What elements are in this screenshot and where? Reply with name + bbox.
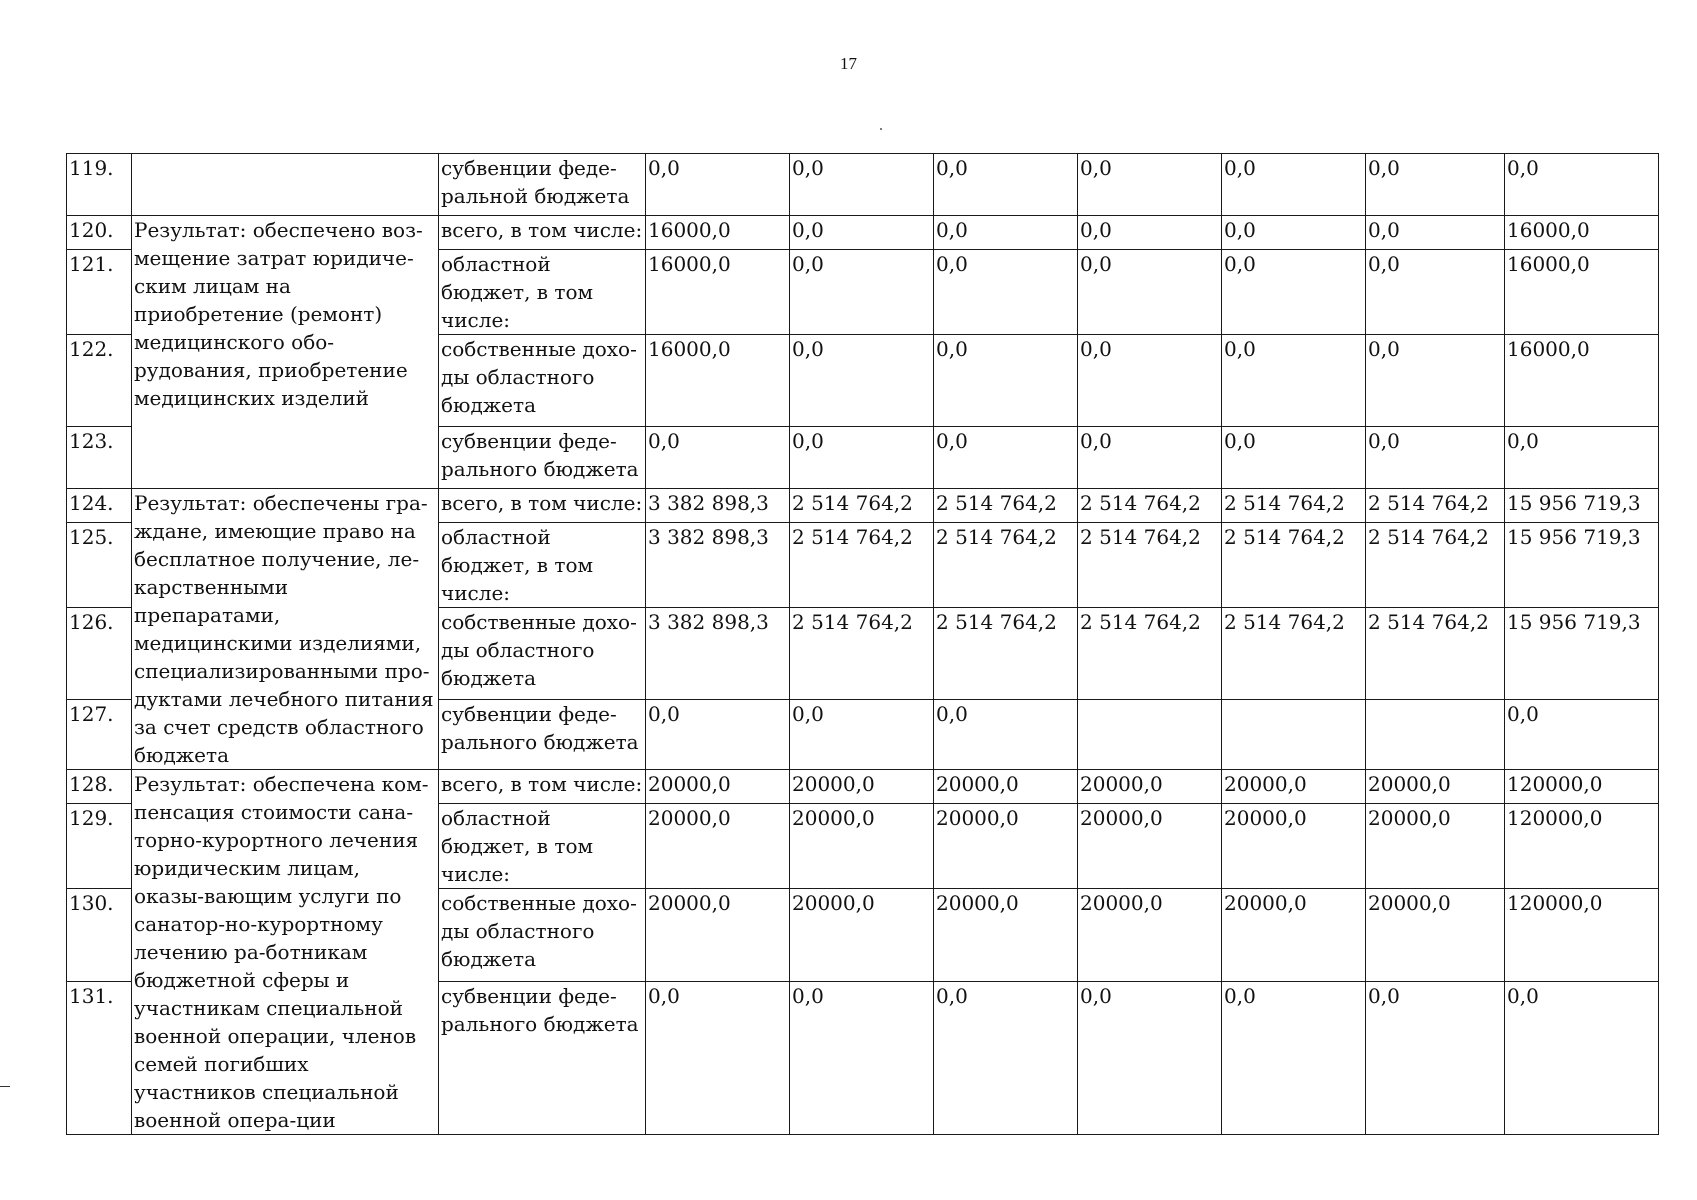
year-value-cell	[1222, 700, 1366, 770]
funding-source: субвенции феде-рального бюджета	[439, 427, 646, 489]
year-value-cell: 0,0	[790, 250, 934, 335]
year-value-cell: 20000,0	[1222, 804, 1366, 889]
table-row	[67, 770, 1659, 804]
year-value-cell: 0,0	[1078, 981, 1222, 1134]
year-value-cell: 16000,0	[646, 216, 790, 250]
year-value-cell: 20000,0	[1078, 804, 1222, 889]
funding-source: всего, в том числе:	[439, 489, 646, 523]
funding-source: областной бюджет, в том числе:	[439, 804, 646, 889]
total-value-cell: 120000,0	[1505, 804, 1659, 889]
year-value-cell: 0,0	[1222, 427, 1366, 489]
year-value-cell: 0,0	[1366, 250, 1505, 335]
year-value-cell: 2 514 764,2	[934, 523, 1078, 608]
funding-source: собственные дохо-ды областного бюджета	[439, 608, 646, 700]
margin-mark	[0, 1086, 10, 1087]
year-value-cell: 0,0	[1366, 981, 1505, 1134]
year-value-cell: 0,0	[1366, 335, 1505, 427]
year-value-cell: 0,0	[934, 154, 1078, 216]
year-value-cell: 2 514 764,2	[790, 489, 934, 523]
year-value-cell: 16000,0	[646, 250, 790, 335]
total-value-cell: 15 956 719,3	[1505, 523, 1659, 608]
year-value-cell: 0,0	[934, 335, 1078, 427]
year-value-cell: 2 514 764,2	[1078, 489, 1222, 523]
row-number: 125.	[67, 523, 132, 608]
year-value-cell: 0,0	[934, 427, 1078, 489]
year-value-cell: 0,0	[790, 154, 934, 216]
year-value-cell: 0,0	[1222, 154, 1366, 216]
table-row	[67, 216, 1659, 250]
year-value-cell: 2 514 764,2	[1078, 608, 1222, 700]
year-value-cell: 2 514 764,2	[1366, 608, 1505, 700]
year-value-cell: 20000,0	[646, 770, 790, 804]
total-value-cell: 16000,0	[1505, 216, 1659, 250]
year-value-cell: 3 382 898,3	[646, 523, 790, 608]
year-value-cell: 0,0	[1078, 154, 1222, 216]
year-value-cell: 20000,0	[790, 770, 934, 804]
year-value-cell: 0,0	[1366, 427, 1505, 489]
row-number: 123.	[67, 427, 132, 489]
year-value-cell: 0,0	[790, 216, 934, 250]
year-value-cell: 0,0	[646, 427, 790, 489]
row-number: 124.	[67, 489, 132, 523]
year-value-cell: 0,0	[1222, 335, 1366, 427]
year-value-cell: 0,0	[790, 700, 934, 770]
row-number: 131.	[67, 981, 132, 1134]
funding-source: всего, в том числе:	[439, 216, 646, 250]
funding-source: собственные дохо-ды областного бюджета	[439, 335, 646, 427]
year-value-cell: 0,0	[934, 700, 1078, 770]
year-value-cell: 20000,0	[646, 804, 790, 889]
row-number: 122.	[67, 335, 132, 427]
year-value-cell: 2 514 764,2	[1222, 489, 1366, 523]
year-value-cell: 20000,0	[646, 889, 790, 981]
scan-speck	[880, 128, 882, 130]
result-description-empty	[132, 154, 439, 216]
year-value-cell: 0,0	[1366, 216, 1505, 250]
year-value-cell: 0,0	[790, 981, 934, 1134]
year-value-cell: 2 514 764,2	[1366, 489, 1505, 523]
table-row	[67, 154, 1659, 216]
year-value-cell: 2 514 764,2	[1222, 523, 1366, 608]
funding-source: субвенции феде-ральной бюджета	[439, 154, 646, 216]
year-value-cell: 0,0	[1222, 981, 1366, 1134]
total-value-cell: 0,0	[1505, 981, 1659, 1134]
year-value-cell: 20000,0	[1078, 889, 1222, 981]
year-value-cell: 2 514 764,2	[1078, 523, 1222, 608]
result-description: Результат: обеспечена ком-пенсация стоимости сана-торно-курортного лечения юридическим лицам, оказы-вающим услуги по санатор-но-курортному лечению ра-ботникам бюджетной сферы и участникам специальной военной операции, членов семей погибших участников специальной военной опера-ции	[132, 770, 439, 1135]
row-number: 121.	[67, 250, 132, 335]
year-value-cell: 3 382 898,3	[646, 608, 790, 700]
year-value-cell: 3 382 898,3	[646, 489, 790, 523]
year-value-cell: 0,0	[646, 154, 790, 216]
year-value-cell: 0,0	[1222, 216, 1366, 250]
year-value-cell: 0,0	[1078, 427, 1222, 489]
year-value-cell: 20000,0	[934, 804, 1078, 889]
row-number: 126.	[67, 608, 132, 700]
year-value-cell: 2 514 764,2	[934, 608, 1078, 700]
result-description: Результат: обеспечено воз-мещение затрат юридиче-ским лицам на приобретение (ремонт) медицинского обо-рудования, приобретение медицинских изделий	[132, 216, 439, 489]
year-value-cell: 20000,0	[934, 889, 1078, 981]
year-value-cell: 2 514 764,2	[790, 523, 934, 608]
row-number: 120.	[67, 216, 132, 250]
year-value-cell: 20000,0	[934, 770, 1078, 804]
year-value-cell: 20000,0	[1222, 889, 1366, 981]
budget-table	[66, 153, 1659, 1135]
year-value-cell: 2 514 764,2	[934, 489, 1078, 523]
year-value-cell: 20000,0	[1366, 889, 1505, 981]
funding-source: собственные дохо-ды областного бюджета	[439, 889, 646, 981]
row-number: 129.	[67, 804, 132, 889]
year-value-cell: 0,0	[1222, 250, 1366, 335]
year-value-cell: 2 514 764,2	[790, 608, 934, 700]
year-value-cell	[1078, 700, 1222, 770]
row-number: 128.	[67, 770, 132, 804]
total-value-cell: 15 956 719,3	[1505, 608, 1659, 700]
total-value-cell: 16000,0	[1505, 335, 1659, 427]
year-value-cell: 0,0	[934, 981, 1078, 1134]
year-value-cell: 2 514 764,2	[1222, 608, 1366, 700]
year-value-cell: 16000,0	[646, 335, 790, 427]
funding-source: всего, в том числе:	[439, 770, 646, 804]
year-value-cell: 0,0	[1078, 250, 1222, 335]
year-value-cell: 0,0	[1366, 154, 1505, 216]
funding-source: областной бюджет, в том числе:	[439, 523, 646, 608]
total-value-cell: 0,0	[1505, 154, 1659, 216]
row-number: 119.	[67, 154, 132, 216]
year-value-cell: 0,0	[934, 250, 1078, 335]
year-value-cell	[1366, 700, 1505, 770]
year-value-cell: 0,0	[790, 427, 934, 489]
year-value-cell: 0,0	[1078, 335, 1222, 427]
total-value-cell: 0,0	[1505, 427, 1659, 489]
year-value-cell: 0,0	[934, 216, 1078, 250]
year-value-cell: 2 514 764,2	[1366, 523, 1505, 608]
year-value-cell: 0,0	[646, 700, 790, 770]
funding-source: субвенции феде-рального бюджета	[439, 981, 646, 1134]
year-value-cell: 20000,0	[1366, 804, 1505, 889]
total-value-cell: 16000,0	[1505, 250, 1659, 335]
row-number: 130.	[67, 889, 132, 981]
year-value-cell: 0,0	[790, 335, 934, 427]
year-value-cell: 20000,0	[1078, 770, 1222, 804]
total-value-cell: 120000,0	[1505, 770, 1659, 804]
year-value-cell: 20000,0	[790, 804, 934, 889]
total-value-cell: 0,0	[1505, 700, 1659, 770]
page-number: 17	[840, 54, 857, 73]
year-value-cell: 0,0	[1078, 216, 1222, 250]
table-row	[67, 489, 1659, 523]
year-value-cell: 0,0	[646, 981, 790, 1134]
year-value-cell: 20000,0	[1366, 770, 1505, 804]
funding-source: областной бюджет, в том числе:	[439, 250, 646, 335]
total-value-cell: 15 956 719,3	[1505, 489, 1659, 523]
total-value-cell: 120000,0	[1505, 889, 1659, 981]
funding-source: субвенции феде-рального бюджета	[439, 700, 646, 770]
year-value-cell: 20000,0	[1222, 770, 1366, 804]
result-description: Результат: обеспечены гра-ждане, имеющие право на бесплатное получение, ле-карственными препаратами, медицинскими изделиями, специализированными про-дуктами лечебного питания за счет средств областного бюджета	[132, 489, 439, 770]
year-value-cell: 20000,0	[790, 889, 934, 981]
row-number: 127.	[67, 700, 132, 770]
